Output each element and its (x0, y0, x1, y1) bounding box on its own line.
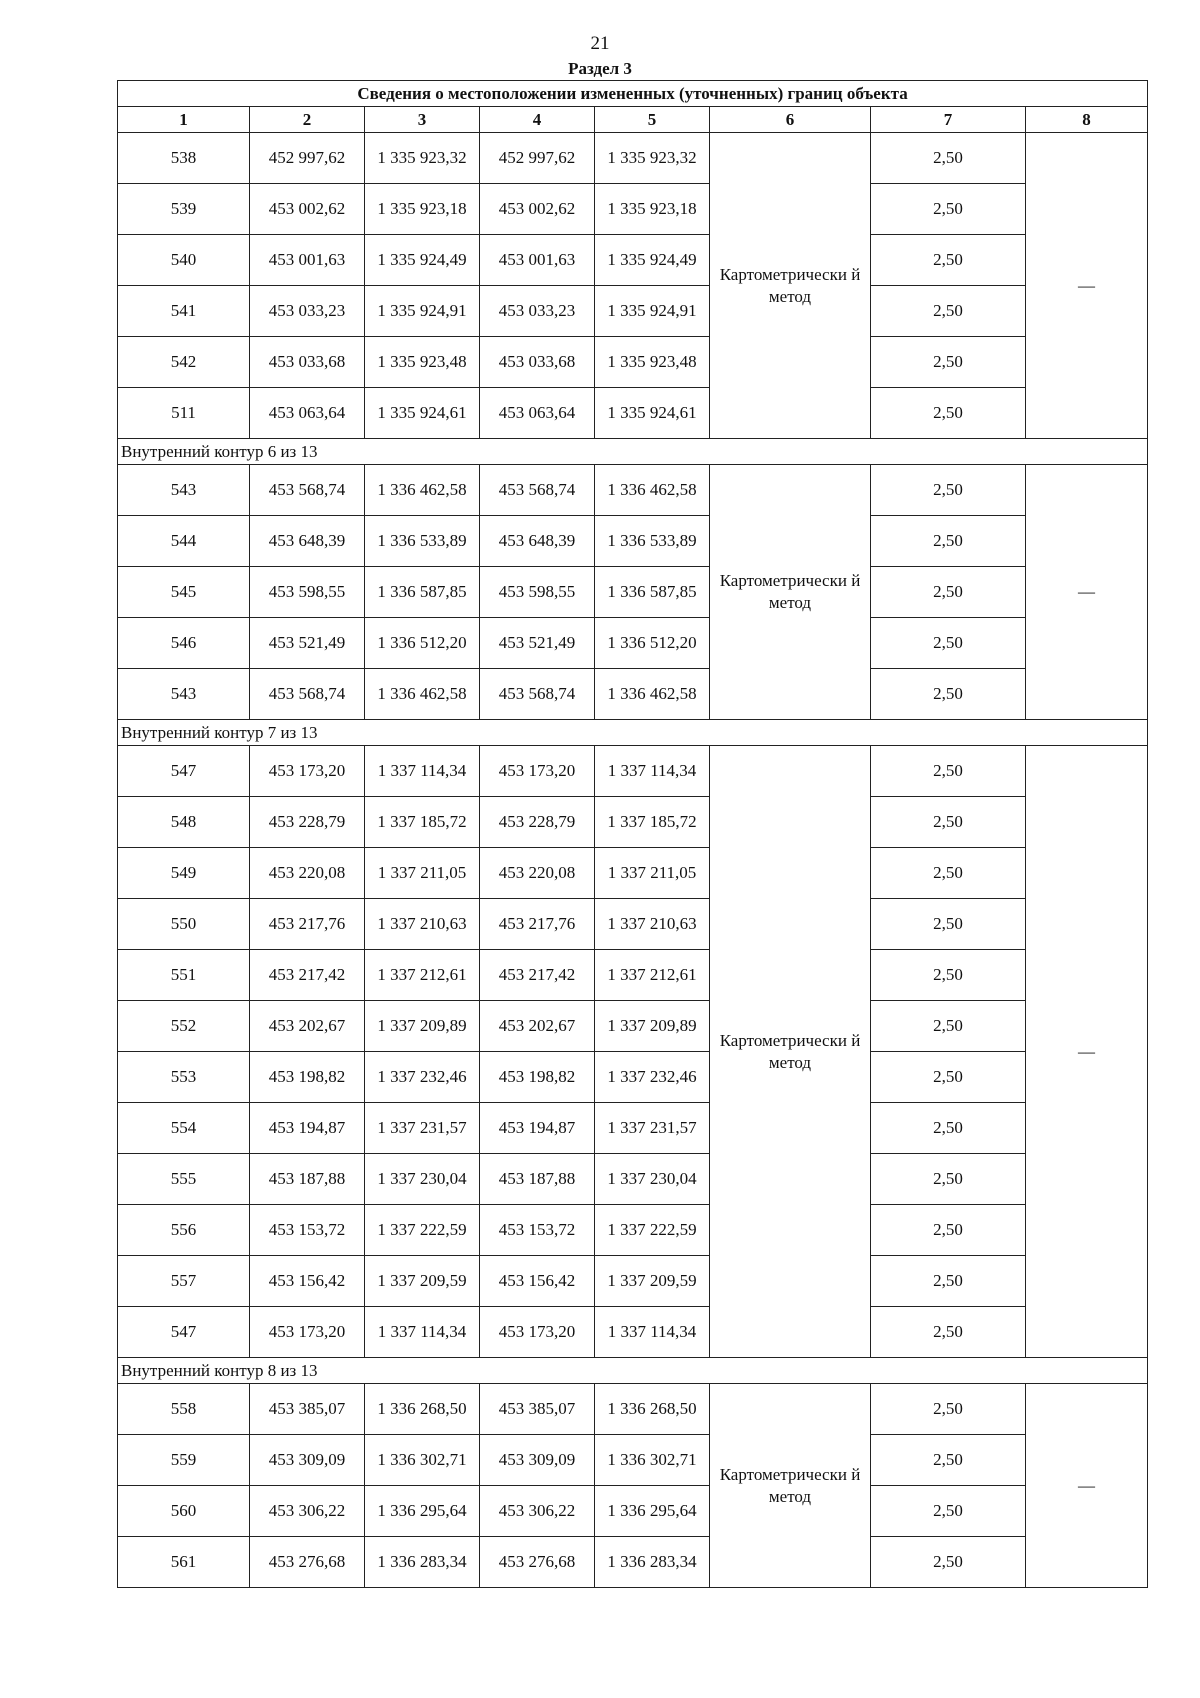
accuracy-cell: 2,50 (871, 235, 1026, 286)
x-coordinate-cell: 453 568,74 (250, 669, 365, 720)
method-cell: Картометрически й метод (710, 465, 871, 720)
x-coordinate-cell: 453 217,76 (250, 899, 365, 950)
y-coordinate-cell: 1 337 211,05 (365, 848, 480, 899)
accuracy-cell: 2,50 (871, 1001, 1026, 1052)
y-coordinate-cell: 1 337 209,89 (365, 1001, 480, 1052)
x-coordinate-cell: 453 202,67 (250, 1001, 365, 1052)
y-coordinate-cell: 1 337 231,57 (365, 1103, 480, 1154)
accuracy-cell: 2,50 (871, 337, 1026, 388)
description-cell: — (1026, 746, 1148, 1358)
y-coordinate-cell: 1 335 924,61 (365, 388, 480, 439)
point-number-cell: 543 (118, 465, 250, 516)
x-coordinate-cell: 453 002,62 (250, 184, 365, 235)
boundary-table (117, 80, 1148, 1588)
y-coordinate-cell: 1 335 923,48 (365, 337, 480, 388)
y-coordinate-cell: 1 336 302,71 (365, 1435, 480, 1486)
y-coordinate-refined-cell: 1 337 211,05 (595, 848, 710, 899)
point-number-cell: 551 (118, 950, 250, 1001)
accuracy-cell: 2,50 (871, 797, 1026, 848)
point-number-cell: 544 (118, 516, 250, 567)
table-row (118, 567, 1148, 618)
point-number-cell: 556 (118, 1205, 250, 1256)
point-number-cell: 546 (118, 618, 250, 669)
x-coordinate-refined-cell: 453 220,08 (480, 848, 595, 899)
x-coordinate-refined-cell: 453 306,22 (480, 1486, 595, 1537)
accuracy-cell: 2,50 (871, 465, 1026, 516)
x-coordinate-refined-cell: 453 568,74 (480, 465, 595, 516)
column-header: 8 (1026, 107, 1148, 133)
y-coordinate-refined-cell: 1 337 230,04 (595, 1154, 710, 1205)
x-coordinate-cell: 453 198,82 (250, 1052, 365, 1103)
y-coordinate-cell: 1 337 210,63 (365, 899, 480, 950)
column-header-row (118, 107, 1148, 133)
x-coordinate-cell: 453 385,07 (250, 1384, 365, 1435)
x-coordinate-refined-cell: 453 156,42 (480, 1256, 595, 1307)
x-coordinate-refined-cell: 453 228,79 (480, 797, 595, 848)
accuracy-cell: 2,50 (871, 1154, 1026, 1205)
y-coordinate-cell: 1 336 533,89 (365, 516, 480, 567)
y-coordinate-refined-cell: 1 337 209,89 (595, 1001, 710, 1052)
x-coordinate-cell: 453 153,72 (250, 1205, 365, 1256)
accuracy-cell: 2,50 (871, 1256, 1026, 1307)
table-row (118, 899, 1148, 950)
accuracy-cell: 2,50 (871, 1103, 1026, 1154)
column-header: 4 (480, 107, 595, 133)
contour-label-row (118, 720, 1148, 746)
point-number-cell: 543 (118, 669, 250, 720)
point-number-cell: 548 (118, 797, 250, 848)
point-number-cell: 542 (118, 337, 250, 388)
x-coordinate-refined-cell: 453 648,39 (480, 516, 595, 567)
x-coordinate-cell: 453 033,68 (250, 337, 365, 388)
x-coordinate-cell: 453 598,55 (250, 567, 365, 618)
contour-label-row (118, 439, 1148, 465)
x-coordinate-refined-cell: 453 521,49 (480, 618, 595, 669)
y-coordinate-refined-cell: 1 337 209,59 (595, 1256, 710, 1307)
x-coordinate-refined-cell: 453 033,68 (480, 337, 595, 388)
accuracy-cell: 2,50 (871, 618, 1026, 669)
table-row (118, 1205, 1148, 1256)
point-number-cell: 540 (118, 235, 250, 286)
table-caption: Сведения о местоположении измененных (уточненных) границ объекта (118, 81, 1148, 107)
y-coordinate-cell: 1 336 268,50 (365, 1384, 480, 1435)
y-coordinate-refined-cell: 1 337 114,34 (595, 746, 710, 797)
x-coordinate-refined-cell: 453 187,88 (480, 1154, 595, 1205)
point-number-cell: 547 (118, 1307, 250, 1358)
column-header: 3 (365, 107, 480, 133)
x-coordinate-refined-cell: 453 173,20 (480, 1307, 595, 1358)
point-number-cell: 560 (118, 1486, 250, 1537)
accuracy-cell: 2,50 (871, 1486, 1026, 1537)
y-coordinate-refined-cell: 1 337 222,59 (595, 1205, 710, 1256)
x-coordinate-refined-cell: 453 063,64 (480, 388, 595, 439)
description-cell: — (1026, 1384, 1148, 1588)
accuracy-cell: 2,50 (871, 133, 1026, 184)
point-number-cell: 539 (118, 184, 250, 235)
point-number-cell: 554 (118, 1103, 250, 1154)
table-row (118, 235, 1148, 286)
accuracy-cell: 2,50 (871, 1052, 1026, 1103)
accuracy-cell: 2,50 (871, 184, 1026, 235)
y-coordinate-refined-cell: 1 336 462,58 (595, 465, 710, 516)
x-coordinate-refined-cell: 453 198,82 (480, 1052, 595, 1103)
accuracy-cell: 2,50 (871, 950, 1026, 1001)
point-number-cell: 552 (118, 1001, 250, 1052)
x-coordinate-refined-cell: 453 202,67 (480, 1001, 595, 1052)
y-coordinate-refined-cell: 1 336 268,50 (595, 1384, 710, 1435)
point-number-cell: 557 (118, 1256, 250, 1307)
x-coordinate-refined-cell: 453 173,20 (480, 746, 595, 797)
x-coordinate-cell: 453 648,39 (250, 516, 365, 567)
y-coordinate-refined-cell: 1 337 114,34 (595, 1307, 710, 1358)
y-coordinate-refined-cell: 1 335 924,49 (595, 235, 710, 286)
table-row (118, 1256, 1148, 1307)
page-number: 21 (590, 33, 610, 54)
x-coordinate-refined-cell: 453 217,42 (480, 950, 595, 1001)
column-header: 6 (710, 107, 871, 133)
table-row (118, 746, 1148, 797)
point-number-cell: 541 (118, 286, 250, 337)
y-coordinate-cell: 1 336 283,34 (365, 1537, 480, 1588)
column-header: 1 (118, 107, 250, 133)
x-coordinate-cell: 453 194,87 (250, 1103, 365, 1154)
x-coordinate-refined-cell: 453 194,87 (480, 1103, 595, 1154)
point-number-cell: 547 (118, 746, 250, 797)
x-coordinate-refined-cell: 453 598,55 (480, 567, 595, 618)
y-coordinate-cell: 1 336 295,64 (365, 1486, 480, 1537)
x-coordinate-cell: 453 001,63 (250, 235, 365, 286)
x-coordinate-cell: 453 033,23 (250, 286, 365, 337)
y-coordinate-refined-cell: 1 336 533,89 (595, 516, 710, 567)
point-number-cell: 538 (118, 133, 250, 184)
x-coordinate-refined-cell: 453 002,62 (480, 184, 595, 235)
y-coordinate-cell: 1 335 924,91 (365, 286, 480, 337)
point-number-cell: 553 (118, 1052, 250, 1103)
x-coordinate-cell: 453 309,09 (250, 1435, 365, 1486)
accuracy-cell: 2,50 (871, 1307, 1026, 1358)
contour-label-row (118, 1358, 1148, 1384)
y-coordinate-cell: 1 337 209,59 (365, 1256, 480, 1307)
section-title: Раздел 3 (568, 59, 632, 78)
method-cell: Картометрически й метод (710, 1384, 871, 1588)
accuracy-cell: 2,50 (871, 567, 1026, 618)
x-coordinate-cell: 453 276,68 (250, 1537, 365, 1588)
accuracy-cell: 2,50 (871, 848, 1026, 899)
table-row (118, 797, 1148, 848)
x-coordinate-cell: 453 521,49 (250, 618, 365, 669)
point-number-cell: 561 (118, 1537, 250, 1588)
y-coordinate-cell: 1 336 462,58 (365, 465, 480, 516)
y-coordinate-refined-cell: 1 337 210,63 (595, 899, 710, 950)
y-coordinate-cell: 1 337 114,34 (365, 746, 480, 797)
table-row (118, 133, 1148, 184)
y-coordinate-cell: 1 337 185,72 (365, 797, 480, 848)
y-coordinate-cell: 1 337 232,46 (365, 1052, 480, 1103)
table-row (118, 1103, 1148, 1154)
y-coordinate-refined-cell: 1 336 302,71 (595, 1435, 710, 1486)
accuracy-cell: 2,50 (871, 286, 1026, 337)
x-coordinate-cell: 453 306,22 (250, 1486, 365, 1537)
y-coordinate-cell: 1 335 923,18 (365, 184, 480, 235)
table-row (118, 1435, 1148, 1486)
y-coordinate-cell: 1 337 212,61 (365, 950, 480, 1001)
y-coordinate-cell: 1 337 114,34 (365, 1307, 480, 1358)
x-coordinate-cell: 453 187,88 (250, 1154, 365, 1205)
x-coordinate-cell: 453 228,79 (250, 797, 365, 848)
table-row (118, 1052, 1148, 1103)
x-coordinate-refined-cell: 453 217,76 (480, 899, 595, 950)
y-coordinate-refined-cell: 1 337 232,46 (595, 1052, 710, 1103)
table-row (118, 516, 1148, 567)
y-coordinate-refined-cell: 1 336 462,58 (595, 669, 710, 720)
table-row (118, 184, 1148, 235)
x-coordinate-cell: 453 173,20 (250, 1307, 365, 1358)
y-coordinate-cell: 1 336 462,58 (365, 669, 480, 720)
point-number-cell: 549 (118, 848, 250, 899)
y-coordinate-cell: 1 336 512,20 (365, 618, 480, 669)
point-number-cell: 558 (118, 1384, 250, 1435)
point-number-cell: 545 (118, 567, 250, 618)
contour-label: Внутренний контур 7 из 13 (118, 720, 1148, 746)
x-coordinate-refined-cell: 453 276,68 (480, 1537, 595, 1588)
x-coordinate-refined-cell: 452 997,62 (480, 133, 595, 184)
y-coordinate-refined-cell: 1 335 924,61 (595, 388, 710, 439)
accuracy-cell: 2,50 (871, 388, 1026, 439)
accuracy-cell: 2,50 (871, 1205, 1026, 1256)
x-coordinate-refined-cell: 453 385,07 (480, 1384, 595, 1435)
y-coordinate-cell: 1 335 924,49 (365, 235, 480, 286)
column-header: 2 (250, 107, 365, 133)
point-number-cell: 555 (118, 1154, 250, 1205)
y-coordinate-cell: 1 337 222,59 (365, 1205, 480, 1256)
table-row (118, 669, 1148, 720)
x-coordinate-cell: 453 156,42 (250, 1256, 365, 1307)
accuracy-cell: 2,50 (871, 1537, 1026, 1588)
table-row (118, 1486, 1148, 1537)
y-coordinate-refined-cell: 1 337 185,72 (595, 797, 710, 848)
x-coordinate-cell: 453 063,64 (250, 388, 365, 439)
table-row (118, 1001, 1148, 1052)
accuracy-cell: 2,50 (871, 899, 1026, 950)
contour-label: Внутренний контур 8 из 13 (118, 1358, 1148, 1384)
table-row (118, 1384, 1148, 1435)
x-coordinate-cell: 453 220,08 (250, 848, 365, 899)
table-row (118, 388, 1148, 439)
x-coordinate-cell: 453 173,20 (250, 746, 365, 797)
y-coordinate-refined-cell: 1 335 924,91 (595, 286, 710, 337)
y-coordinate-cell: 1 336 587,85 (365, 567, 480, 618)
description-cell: — (1026, 465, 1148, 720)
column-header: 7 (871, 107, 1026, 133)
table-row (118, 337, 1148, 388)
y-coordinate-refined-cell: 1 335 923,18 (595, 184, 710, 235)
x-coordinate-refined-cell: 453 033,23 (480, 286, 595, 337)
table-row (118, 1307, 1148, 1358)
y-coordinate-refined-cell: 1 336 512,20 (595, 618, 710, 669)
y-coordinate-cell: 1 337 230,04 (365, 1154, 480, 1205)
table-row (118, 286, 1148, 337)
accuracy-cell: 2,50 (871, 669, 1026, 720)
y-coordinate-refined-cell: 1 336 587,85 (595, 567, 710, 618)
accuracy-cell: 2,50 (871, 1435, 1026, 1486)
y-coordinate-refined-cell: 1 336 283,34 (595, 1537, 710, 1588)
column-header: 5 (595, 107, 710, 133)
y-coordinate-refined-cell: 1 336 295,64 (595, 1486, 710, 1537)
x-coordinate-cell: 453 217,42 (250, 950, 365, 1001)
accuracy-cell: 2,50 (871, 1384, 1026, 1435)
table-row (118, 1154, 1148, 1205)
table-row (118, 1537, 1148, 1588)
x-coordinate-cell: 452 997,62 (250, 133, 365, 184)
x-coordinate-refined-cell: 453 309,09 (480, 1435, 595, 1486)
y-coordinate-refined-cell: 1 335 923,48 (595, 337, 710, 388)
y-coordinate-cell: 1 335 923,32 (365, 133, 480, 184)
point-number-cell: 550 (118, 899, 250, 950)
description-cell: — (1026, 133, 1148, 439)
method-cell: Картометрически й метод (710, 746, 871, 1358)
y-coordinate-refined-cell: 1 337 212,61 (595, 950, 710, 1001)
x-coordinate-refined-cell: 453 568,74 (480, 669, 595, 720)
table-body (118, 133, 1148, 1588)
accuracy-cell: 2,50 (871, 516, 1026, 567)
y-coordinate-refined-cell: 1 337 231,57 (595, 1103, 710, 1154)
point-number-cell: 559 (118, 1435, 250, 1486)
table-row (118, 465, 1148, 516)
accuracy-cell: 2,50 (871, 746, 1026, 797)
x-coordinate-cell: 453 568,74 (250, 465, 365, 516)
contour-label: Внутренний контур 6 из 13 (118, 439, 1148, 465)
y-coordinate-refined-cell: 1 335 923,32 (595, 133, 710, 184)
table-row (118, 950, 1148, 1001)
table-row (118, 618, 1148, 669)
table-row (118, 848, 1148, 899)
point-number-cell: 511 (118, 388, 250, 439)
x-coordinate-refined-cell: 453 153,72 (480, 1205, 595, 1256)
x-coordinate-refined-cell: 453 001,63 (480, 235, 595, 286)
method-cell: Картометрически й метод (710, 133, 871, 439)
